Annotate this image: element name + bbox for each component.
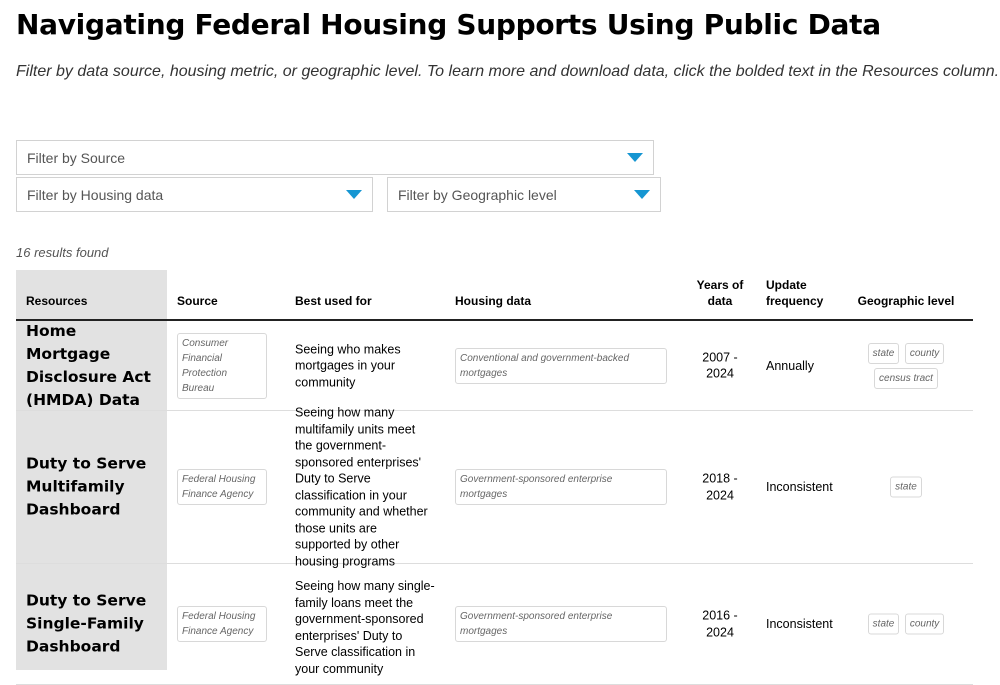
years-of-data: 2016 - 2024 <box>702 608 738 639</box>
header-source: Source <box>177 294 218 308</box>
best-used-for: Seeing how many single-family loans meet the government-sponsored enterprises' Duty to Serve classification in your community <box>295 579 435 676</box>
page-subtitle: Filter by data source, housing metric, or geographic level. To learn more and download data, click the bolded text in the Resources column. <box>16 63 1000 80</box>
source-tag: Consumer Financial Protection Bureau <box>177 333 267 399</box>
filter-geo-dropdown[interactable] <box>387 177 661 212</box>
years-of-data: 2018 - 2024 <box>702 471 738 502</box>
update-frequency: Annually <box>766 358 814 373</box>
header-best-used-for: Best used for <box>295 294 372 308</box>
geo-tag: state <box>868 343 900 364</box>
housing-tag: Government-sponsored enterprise mortgages <box>455 469 667 505</box>
header-update: Update frequency <box>766 278 824 308</box>
table-row <box>16 321 973 411</box>
chevron-down-icon <box>627 153 643 162</box>
geo-tag: census tract <box>874 368 938 389</box>
filter-housing-label: Filter by Housing data <box>27 186 164 203</box>
results-count: 16 results found <box>16 245 109 260</box>
filter-housing-dropdown[interactable] <box>16 177 373 212</box>
table-header <box>16 270 973 321</box>
geo-tag: state <box>868 614 900 635</box>
geo-tag: county <box>905 614 944 635</box>
update-frequency: Inconsistent <box>766 479 833 494</box>
chevron-down-icon <box>634 190 650 199</box>
source-tag: Federal Housing Finance Agency <box>177 606 267 642</box>
resource-link[interactable]: Duty to Serve Multifamily Dashboard <box>26 454 147 519</box>
header-years: Years of data <box>696 278 744 308</box>
geo-tag: county <box>905 343 944 364</box>
source-tag: Federal Housing Finance Agency <box>177 469 267 505</box>
resources-table <box>16 270 973 685</box>
resource-link[interactable]: Home Mortgage Disclosure Act (HMDA) Data <box>26 321 151 409</box>
header-housing-data: Housing data <box>455 294 532 308</box>
best-used-for: Seeing how many multifamily units meet the government-sponsored enterprises' Duty to Serve classification in your community and whether those units are supported by other housing programs <box>295 405 428 568</box>
housing-tag: Government-sponsored enterprise mortgages <box>455 606 667 642</box>
best-used-for: Seeing who makes mortgages in your community <box>295 341 401 389</box>
update-frequency: Inconsistent <box>766 616 833 631</box>
resource-link[interactable]: Duty to Serve Single-Family Dashboard <box>26 591 147 656</box>
page-title: Navigating Federal Housing Supports Using Public Data <box>16 8 881 41</box>
filter-source-label: Filter by Source <box>27 149 126 166</box>
table-row <box>16 564 973 685</box>
geo-tag: state <box>890 477 922 498</box>
chevron-down-icon <box>346 190 362 199</box>
housing-tag: Conventional and government-backed mortgages <box>455 348 667 384</box>
header-resources: Resources <box>26 294 88 308</box>
table-row <box>16 405 973 568</box>
years-of-data: 2007 - 2024 <box>702 350 738 381</box>
filter-source-dropdown[interactable] <box>16 140 654 175</box>
header-geo: Geographic level <box>857 294 955 308</box>
filter-geo-label: Filter by Geographic level <box>398 186 557 203</box>
